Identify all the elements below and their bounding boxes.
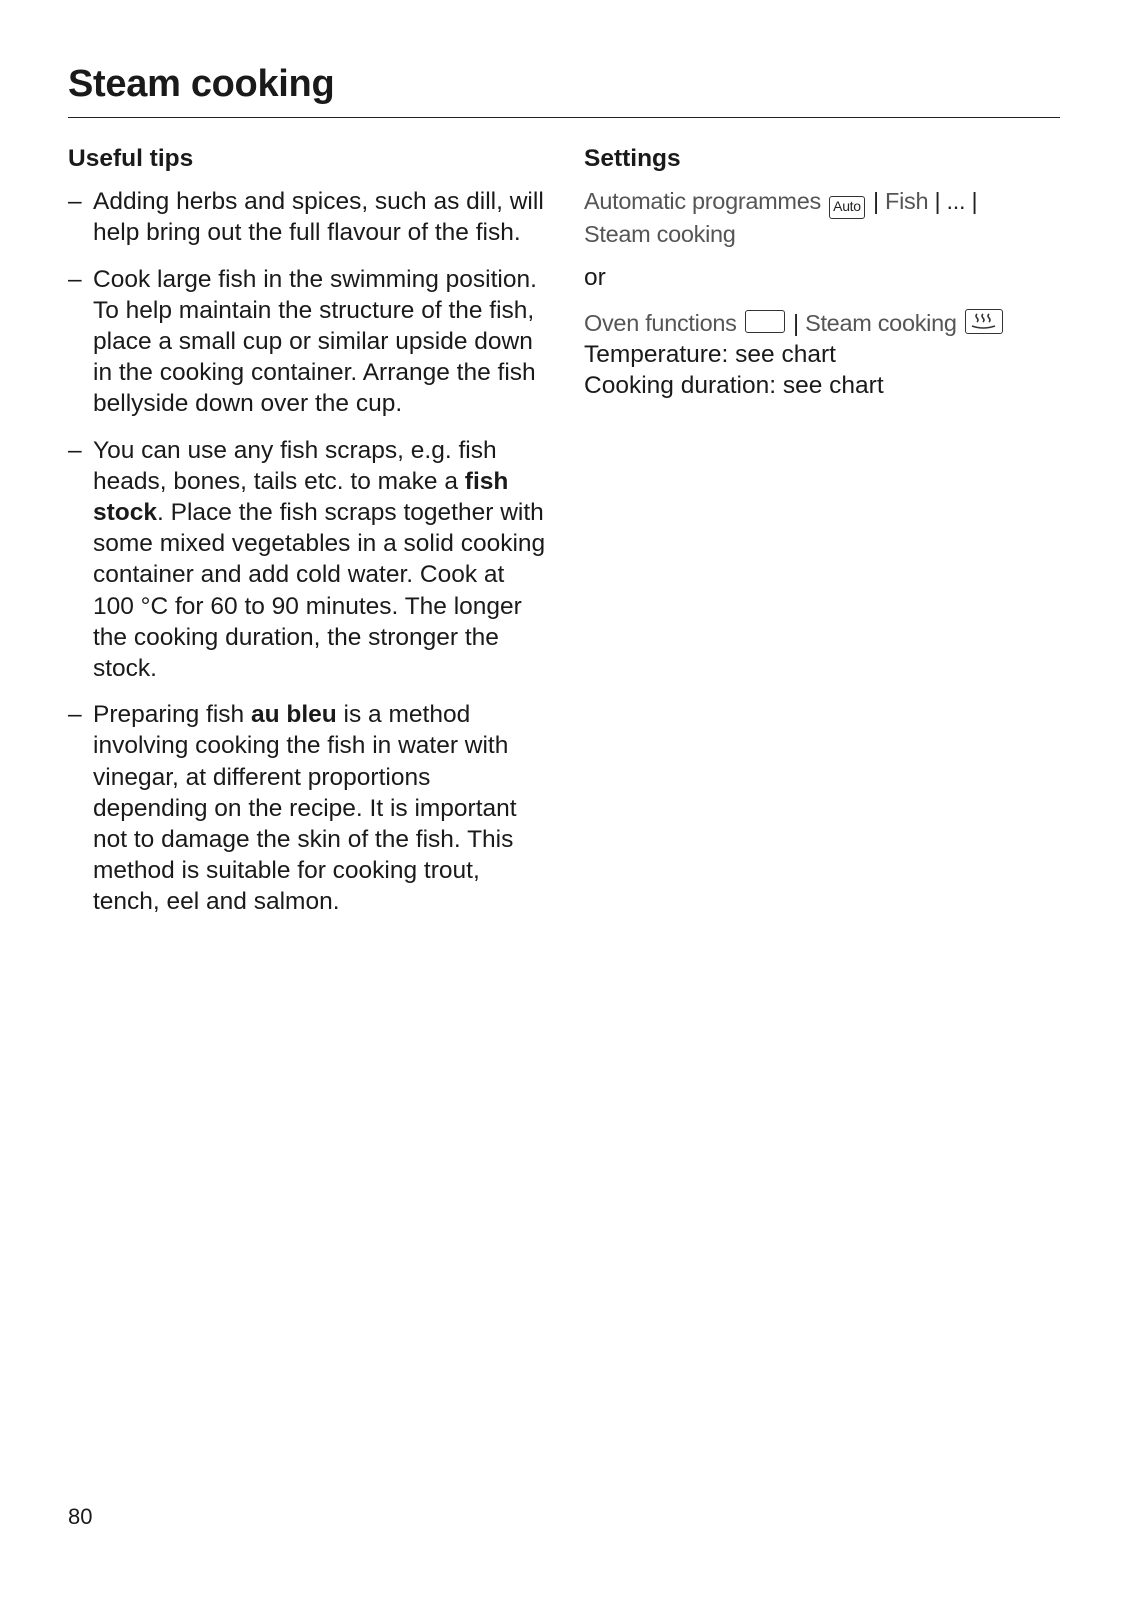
- auto-button-icon: Auto: [829, 196, 865, 219]
- list-dash: –: [68, 188, 82, 216]
- menu-automatic-programmes: Automatic programmes: [584, 188, 821, 215]
- menu-fish: Fish: [885, 188, 929, 215]
- tip-text: Cook large fish in the swimming position. To help maintain the structure of the fish, place a small cup or similar upside down in the cooking container. Arrange the fish bellyside down over the cup.: [93, 265, 537, 418]
- tip-text: You can use any fish scraps, e.g. fish heads, bones, tails etc. to make a fish stock. Place the fish scraps together with some mixed vegetables in a solid cooking container and add cold water. Cook at 100 °C for 60 to 90 minutes. The longer the cooking duration, the stronger the stock.: [93, 436, 546, 683]
- useful-tips-column: [68, 143, 548, 933]
- bold-term-fish-stock: fish stock: [93, 467, 509, 527]
- path-separator: |: [934, 188, 941, 215]
- path-ellipsis: ...: [946, 188, 966, 215]
- menu-steam-cooking: Steam cooking: [584, 221, 736, 248]
- tip-item: [68, 264, 548, 420]
- list-dash: –: [68, 701, 82, 729]
- menu-steam-cooking: Steam cooking: [805, 309, 957, 336]
- tip-item: [68, 186, 548, 248]
- or-text: or: [584, 264, 606, 292]
- title-divider: [68, 117, 1060, 118]
- useful-tips-list: [68, 186, 548, 917]
- settings-column: [584, 143, 1060, 401]
- list-dash: –: [68, 265, 82, 293]
- tip-text: Preparing fish au bleu is a method involving cooking the fish in water with vinegar, at different proportions depending on the recipe. It is important not to damage the skin of the fish. This method is suitable for cooking trout, tench, eel and salmon.: [93, 701, 517, 916]
- menu-path-automatic: [584, 186, 1060, 250]
- bold-term-au-bleu: au bleu: [250, 701, 337, 729]
- path-separator: |: [793, 309, 799, 336]
- tip-item: [68, 435, 548, 685]
- tip-item: [68, 699, 548, 917]
- menu-path-oven-functions: [584, 308, 1060, 339]
- oven-functions-icon: [745, 310, 785, 333]
- cooking-duration-line: Cooking duration: see chart: [584, 372, 884, 400]
- list-dash: –: [68, 436, 82, 464]
- path-separator: |: [873, 188, 879, 215]
- useful-tips-heading: Useful tips: [68, 145, 194, 172]
- settings-heading: Settings: [584, 145, 681, 172]
- temperature-line: Temperature: see chart: [584, 340, 836, 368]
- menu-oven-functions: Oven functions: [584, 309, 737, 336]
- path-separator: |: [971, 188, 978, 215]
- steam-icon: [965, 309, 1003, 334]
- tip-text: Adding herbs and spices, such as dill, will help bring out the full flavour of the fish.: [93, 188, 544, 247]
- page-title: Steam cooking: [68, 63, 335, 105]
- page-number: 80: [68, 1504, 93, 1529]
